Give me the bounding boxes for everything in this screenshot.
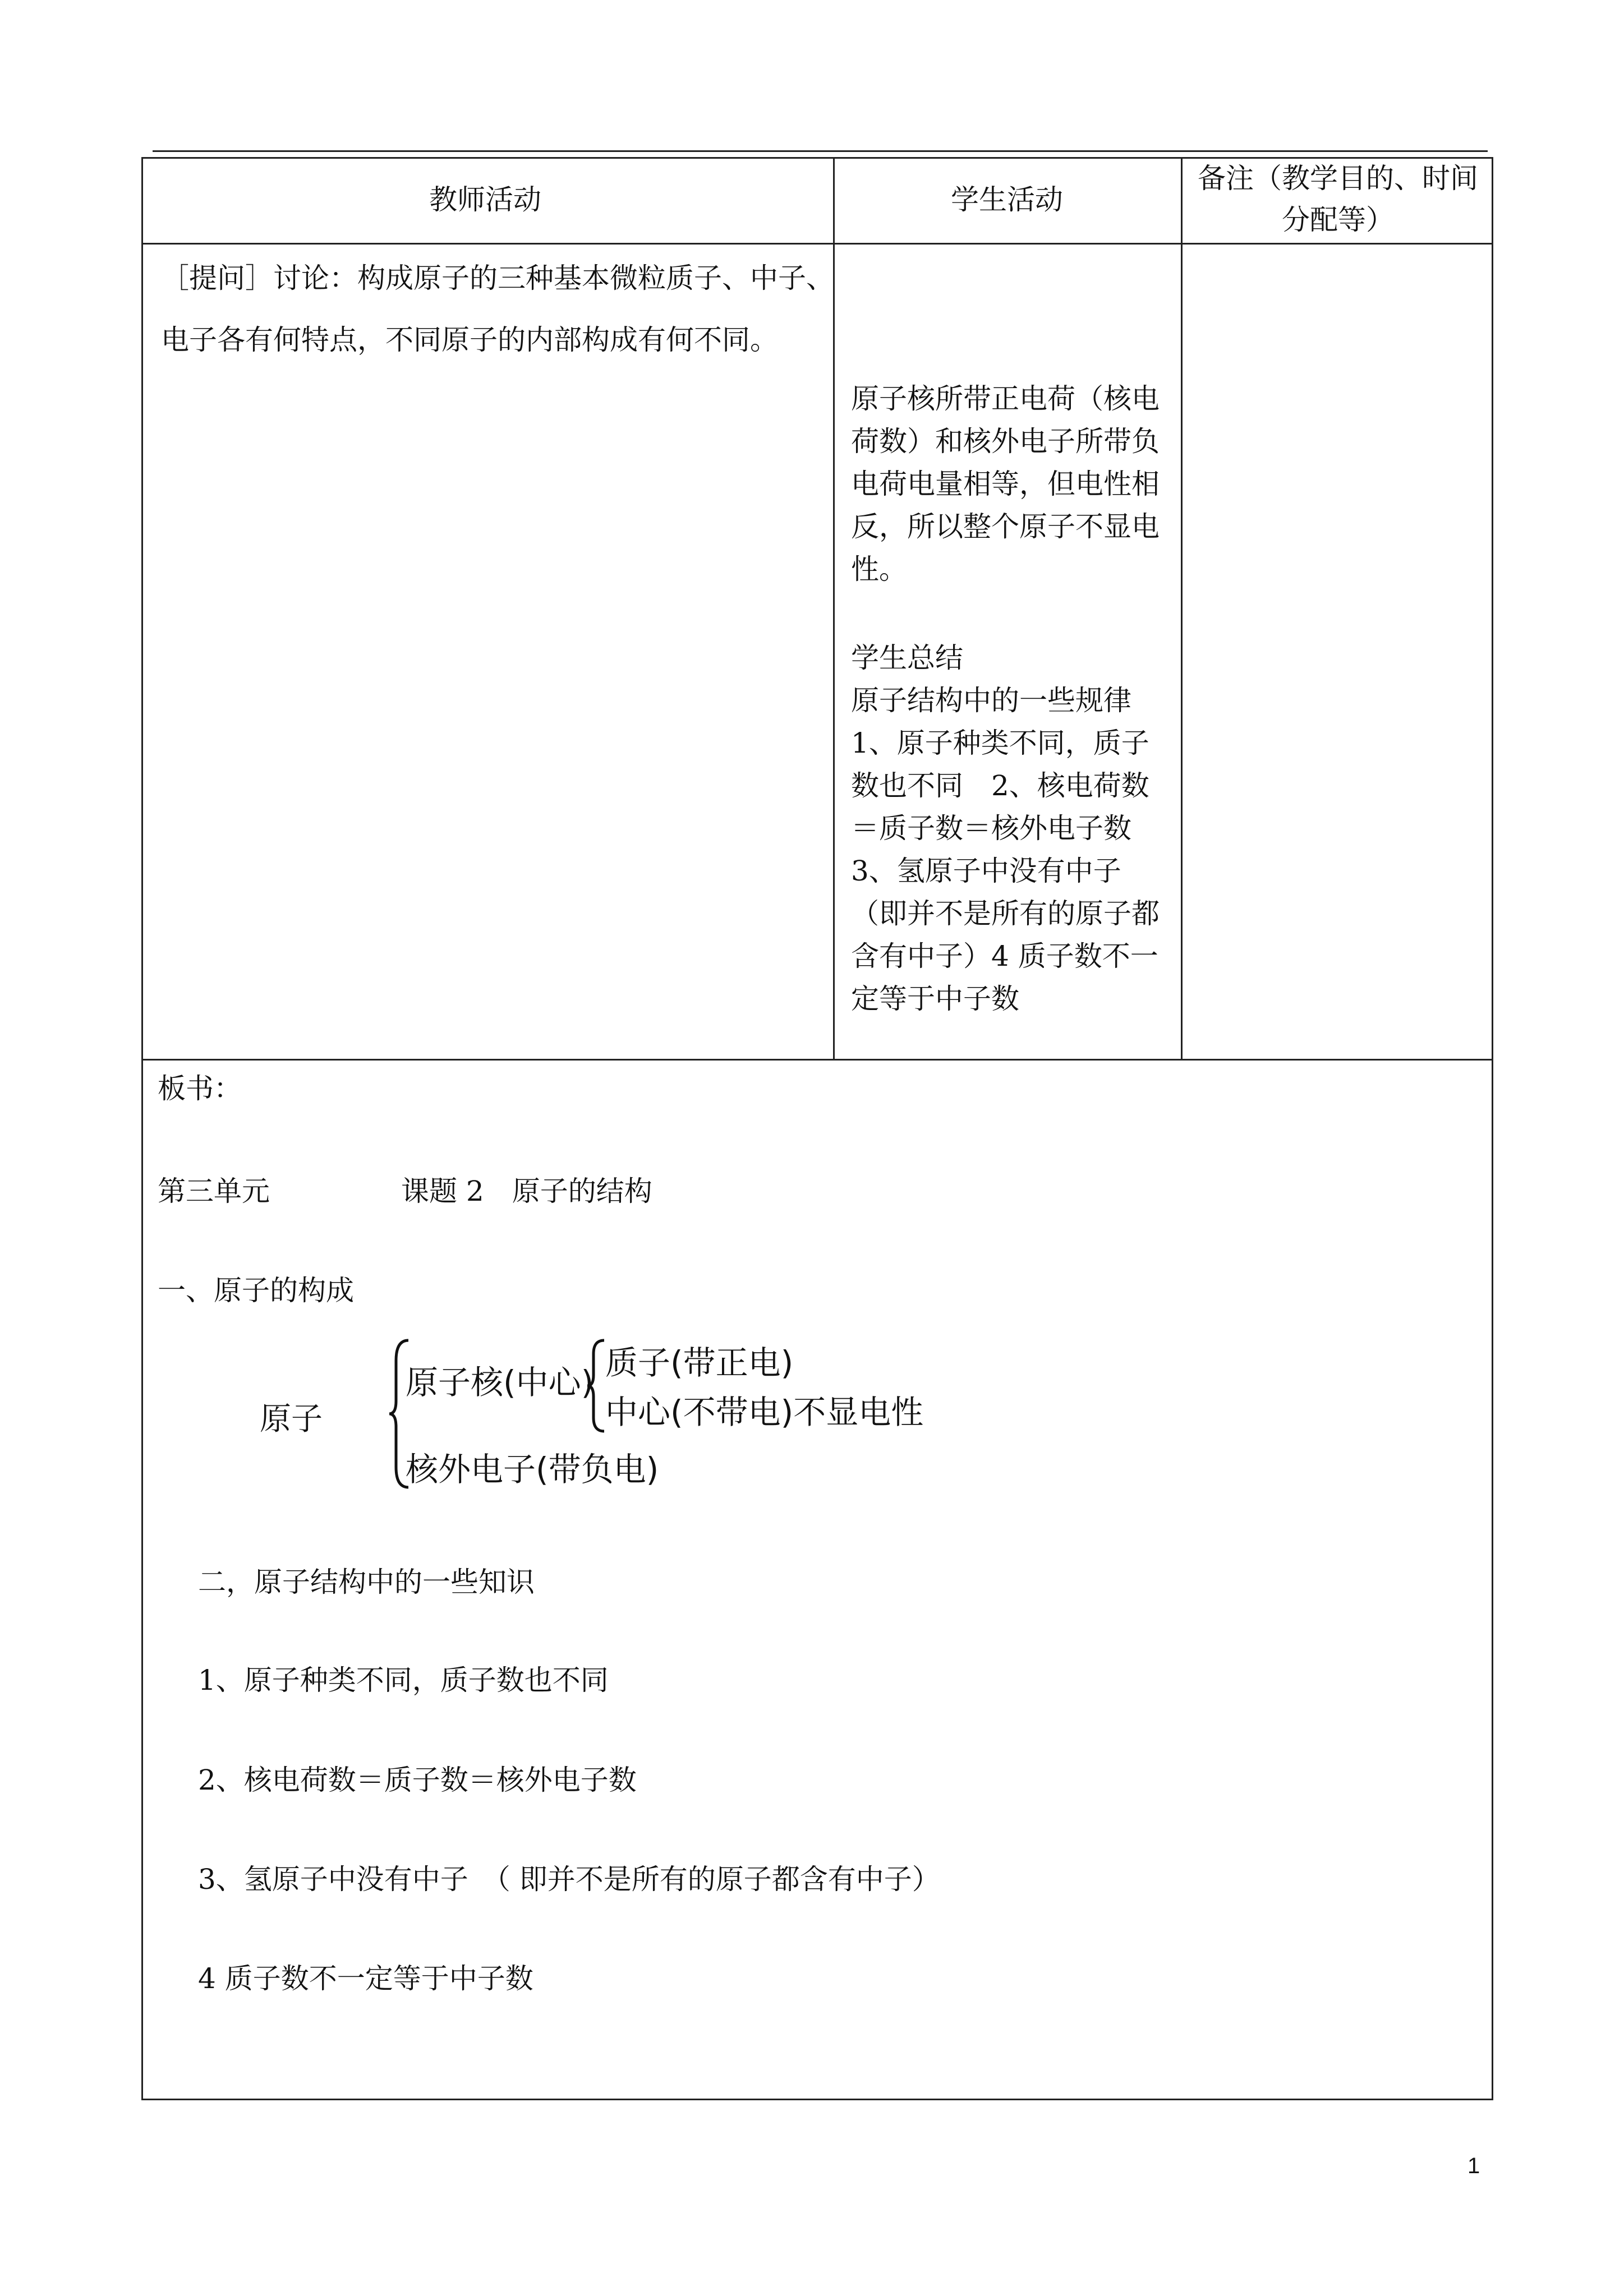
teacher-question-line2: 电子各有何特点，不同原子的内部构成有何不同。 [161, 324, 778, 356]
board-point-4: 4 质子数不一定等于中子数 [198, 1962, 533, 1995]
column-divider-2 [1181, 159, 1183, 1059]
top-rule [153, 150, 1488, 152]
diagram-neutron: 中心(不带电)不显电性 [605, 1393, 924, 1431]
teacher-question-line1: ［提问］讨论：构成原子的三种基本微粒质子、中子、 [161, 262, 834, 294]
student-summary-body: 原子结构中的一些规律 1、原子种类不同，质子数也不同 2、核电荷数＝质子数＝核外电子数 3、氢原子中没有中子（即并不是所有的原子都含有中子）4 质子数不一定等于中子数 [851, 684, 1160, 1015]
board-lesson: 课题 2 原子的结构 [401, 1175, 652, 1207]
student-explanation: 原子核所带正电荷（核电荷数）和核外电子所带负电荷电量相等，但电性相反，所以整个原子不显电性。 [851, 382, 1160, 585]
header-notes-line1: 备注（教学目的、时间 [1198, 162, 1478, 195]
board-section2: 二，原子结构中的一些知识 [198, 1566, 535, 1598]
header-notes-line2: 分配等） [1282, 204, 1394, 236]
header-teacher: 教师活动 [429, 183, 541, 216]
diagram-electron: 核外电子(带负电) [406, 1450, 659, 1488]
board-section1: 一、原子的构成 [158, 1274, 354, 1307]
board-point-2: 2、核电荷数＝质子数＝核外电子数 [198, 1764, 637, 1796]
lesson-table [141, 157, 1493, 2100]
diagram-proton: 质子(带正电) [605, 1344, 794, 1382]
inner-brace-icon [586, 1338, 606, 1433]
student-summary-title: 学生总结 [851, 642, 963, 674]
diagram-root: 原子 [260, 1401, 323, 1437]
page-number: 1 [1467, 2154, 1480, 2178]
diagram-nucleus: 原子核(中心) [406, 1363, 594, 1401]
header-row-divider [143, 243, 1492, 245]
board-section-divider [143, 1059, 1492, 1061]
board-label: 板书： [158, 1072, 242, 1105]
board-point-3: 3、氢原子中没有中子 （ 即并不是所有的原子都含有中子） [198, 1863, 940, 1896]
header-student: 学生活动 [951, 183, 1063, 216]
board-point-1: 1、原子种类不同，质子数也不同 [198, 1664, 609, 1696]
board-unit: 第三单元 [158, 1175, 270, 1207]
